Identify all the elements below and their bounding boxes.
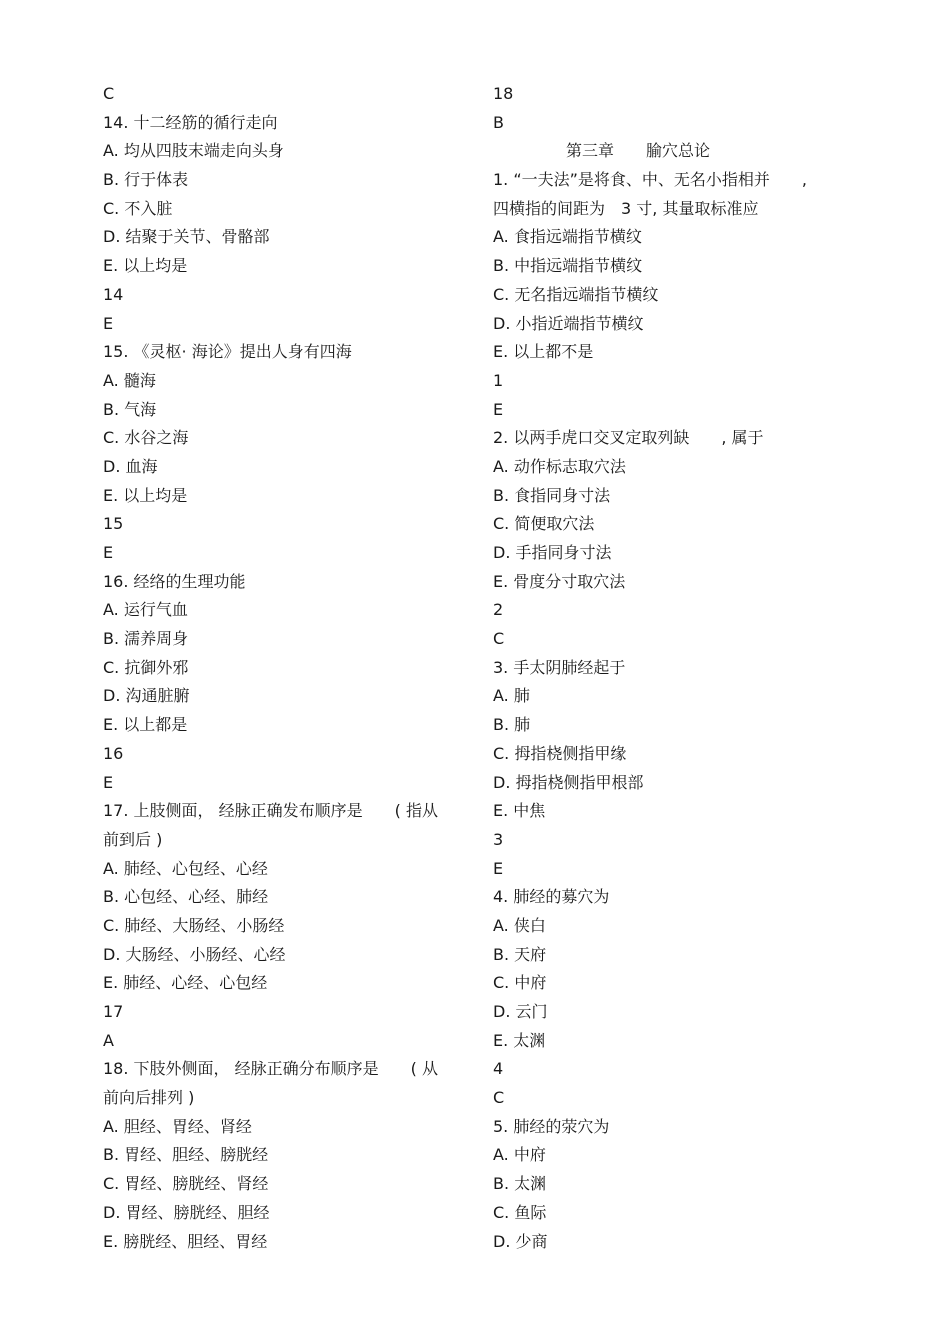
text-line: E — [493, 399, 504, 419]
text-line: A. 动作标志取穴法 — [493, 456, 626, 476]
text-line: 5. 肺经的荥穴为 — [493, 1116, 610, 1136]
text-line: D. 结聚于关节、骨骼部 — [103, 227, 270, 247]
text-line: C. 抗御外邪 — [103, 657, 189, 677]
text-line: E. 膀胱经、胆经、胃经 — [103, 1231, 268, 1251]
text-line: E. 以上都是 — [103, 715, 188, 735]
text-line: 4. 肺经的募穴为 — [493, 887, 610, 907]
text-line: 16. 经络的生理功能 — [103, 571, 246, 591]
text-line: E. 以上均是 — [103, 256, 188, 276]
text-line: B. 食指同身寸法 — [493, 485, 611, 505]
text-line: A. 中府 — [493, 1145, 546, 1165]
text-line: B. 天府 — [493, 944, 547, 964]
text-line: D. 血海 — [103, 456, 158, 476]
text-line: D. 手指同身寸法 — [493, 543, 612, 562]
text-line: C. 简便取穴法 — [493, 514, 595, 534]
text-line: B. 胃经、胆经、膀胱经 — [103, 1145, 269, 1165]
text-line: E. 中焦 — [493, 801, 546, 821]
text-line: 17. 上肢侧面， 经脉正确发布顺序是 ( 指从 — [103, 801, 438, 821]
text-line: A. 均从四肢末端走向头身 — [103, 141, 284, 161]
text-line: 14. 十二经筋的循行走向 — [103, 112, 278, 132]
text-line: D. 大肠经、小肠经、心经 — [103, 944, 286, 964]
text-line: E. 肺经、心经、心包经 — [103, 973, 268, 993]
text-line: B — [493, 112, 504, 132]
text-line: A. 运行气血 — [103, 600, 188, 620]
text-line: C — [493, 1088, 505, 1108]
text-line: E. 太渊 — [493, 1030, 546, 1050]
text-line: E. 以上都不是 — [493, 342, 594, 362]
text-line: 4 — [493, 1059, 504, 1079]
text-line: B. 濡养周身 — [103, 629, 189, 649]
text-line: 前向后排列 ) — [103, 1088, 195, 1108]
text-line: C. 中府 — [493, 973, 547, 993]
text-line: 1. “一夫法”是将食、中、无名小指相并 , — [493, 170, 808, 190]
text-line: D. 少商 — [493, 1231, 548, 1251]
text-line: A — [103, 1030, 114, 1050]
text-line: C. 水谷之海 — [103, 428, 189, 448]
text-line: D. 云门 — [493, 1002, 548, 1021]
text-line: B. 行于体表 — [103, 170, 189, 190]
text-line: A. 胆经、胃经、肾经 — [103, 1116, 252, 1136]
text-line: C. 胃经、膀胱经、肾经 — [103, 1174, 269, 1194]
text-line: D. 沟通脏腑 — [103, 686, 190, 706]
text-line: 14 — [103, 284, 124, 304]
text-line: D. 拇指桡侧指甲根部 — [493, 772, 644, 792]
text-line: C. 无名指远端指节横纹 — [493, 284, 659, 304]
text-line: 四横指的间距为 3 寸, 其量取标准应 — [493, 198, 759, 218]
chapter-heading: 第三章 腧穴总论 — [565, 141, 710, 161]
text-line: C — [493, 629, 505, 649]
text-line: E. 以上均是 — [103, 485, 188, 505]
text-line: 16 — [103, 743, 124, 763]
text-line: C. 拇指桡侧指甲缘 — [493, 743, 627, 763]
text-line: E — [103, 543, 114, 562]
text-line: 15 — [103, 514, 124, 534]
text-line: B. 太渊 — [493, 1174, 547, 1194]
text-line: B. 中指远端指节横纹 — [493, 256, 643, 276]
text-line: C. 肺经、大肠经、小肠经 — [103, 915, 285, 935]
text-line: B. 肺 — [493, 715, 531, 735]
text-line: A. 肺经、心包经、心经 — [103, 858, 268, 878]
text-line: C — [103, 84, 115, 103]
text-line: B. 气海 — [103, 399, 157, 419]
text-line: 1 — [493, 370, 504, 390]
text-line: E — [493, 858, 504, 878]
text-line: E. 骨度分寸取穴法 — [493, 571, 626, 591]
text-line: 2. 以两手虎口交叉定取列缺 , 属于 — [493, 428, 764, 448]
text-line: E — [103, 313, 114, 333]
text-line: 2 — [493, 600, 504, 620]
text-line: 15. 《灵枢· 海论》提出人身有四海 — [103, 342, 352, 362]
text-line: A. 肺 — [493, 686, 530, 706]
text-line: A. 食指远端指节横纹 — [493, 227, 642, 247]
text-line: A. 侠白 — [493, 915, 546, 935]
text-line: 17 — [103, 1002, 124, 1021]
text-line: 18 — [493, 84, 514, 103]
text-line: D. 胃经、膀胱经、胆经 — [103, 1202, 270, 1222]
text-line: B. 心包经、心经、肺经 — [103, 887, 269, 907]
text-line: D. 小指近端指节横纹 — [493, 313, 644, 333]
text-line: E — [103, 772, 114, 792]
text-line: 前到后 ) — [103, 829, 163, 849]
text-line: 18. 下肢外侧面， 经脉正确分布顺序是 ( 从 — [103, 1059, 438, 1079]
text-line: C. 鱼际 — [493, 1202, 547, 1222]
text-line: 3 — [493, 829, 504, 849]
text-line: C. 不入脏 — [103, 198, 173, 218]
left-column — [103, 80, 483, 1256]
right-column — [493, 80, 873, 1256]
text-line: 3. 手太阴肺经起于 — [493, 657, 626, 677]
text-line: A. 髓海 — [103, 370, 156, 390]
